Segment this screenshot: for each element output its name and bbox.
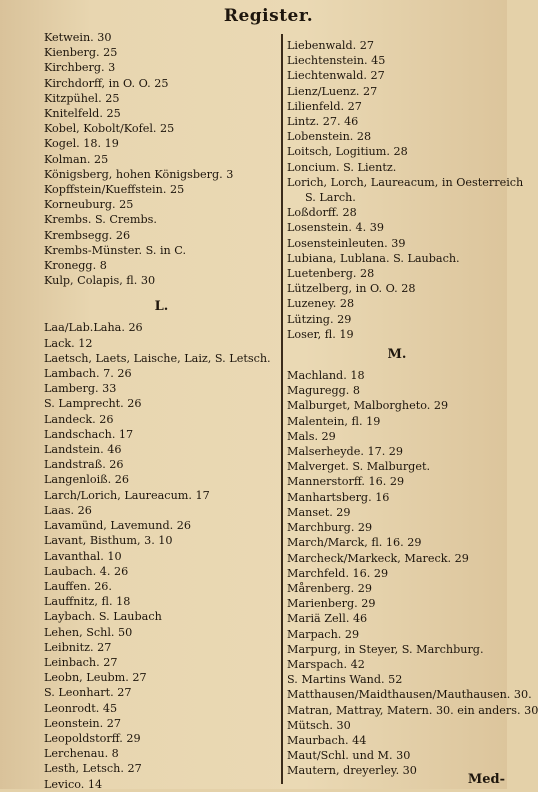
index-entry: Malburget, Malborgheto. 29 bbox=[287, 399, 449, 413]
index-entry: Luetenberg. 28 bbox=[287, 267, 375, 281]
index-entry: Lavanthal. 10 bbox=[44, 549, 122, 563]
left-entries-l bbox=[44, 320, 279, 791]
index-entry: Lamberg. 33 bbox=[44, 382, 117, 396]
index-entry: Lützelberg, in O. O. 28 bbox=[287, 282, 416, 296]
index-entry: Kopffstein/Kueffstein. 25 bbox=[44, 183, 185, 197]
index-entry: Losenstein. 4. 39 bbox=[287, 221, 384, 235]
index-entry: Marchfeld. 16. 29 bbox=[287, 566, 389, 580]
index-entry: Losensteinleuten. 39 bbox=[287, 236, 406, 250]
index-entry: Landstraß. 26 bbox=[44, 458, 124, 472]
index-entry: Liechtenstein. 45 bbox=[287, 54, 386, 68]
index-entry: Levico. 14 bbox=[44, 777, 103, 791]
index-entry: Kulp, Colapis, fl. 30 bbox=[44, 274, 156, 288]
index-entry: Mannerstorff. 16. 29 bbox=[287, 475, 405, 489]
index-entry: Landstein. 46 bbox=[44, 443, 122, 457]
index-entry: Lauffen. 26. bbox=[44, 579, 112, 593]
index-entry: Leonrodt. 45 bbox=[44, 701, 118, 715]
index-entry: Loßdorff. 28 bbox=[287, 206, 357, 220]
index-entry: S. Leonhart. 27 bbox=[44, 686, 132, 700]
index-entry: Lerchenau. 8 bbox=[44, 747, 119, 761]
index-entry: Leopoldstorff. 29 bbox=[44, 731, 141, 745]
index-entry: Marspach. 42 bbox=[287, 657, 365, 671]
index-entry: Marchburg. 29 bbox=[287, 521, 373, 535]
index-entry: Kienberg. 25 bbox=[44, 46, 118, 60]
index-entry: Kirchberg. 3 bbox=[44, 61, 116, 75]
index-entry: Lehen, Schl. 50 bbox=[44, 625, 133, 639]
index-entry: Kirchdorff, in O. O. 25 bbox=[44, 76, 169, 90]
index-entry: Krembsegg. 26 bbox=[44, 228, 131, 242]
index-entry: Malverget. S. Malburget. bbox=[287, 460, 431, 474]
index-entry: Marienberg. 29 bbox=[287, 597, 376, 611]
index-entry: Mütsch. 30 bbox=[287, 718, 351, 732]
right-entries-l bbox=[287, 38, 524, 342]
index-entry: Liebenwald. 27 bbox=[287, 39, 374, 52]
index-entry: Königsberg, hohen Königsberg. 3 bbox=[44, 167, 234, 181]
index-entry: Korneuburg. 25 bbox=[44, 198, 134, 212]
index-entry: Laybach. S. Laubach bbox=[44, 610, 162, 624]
index-entry: Matthausen/Maidthausen/Mauthausen. 30. bbox=[287, 688, 532, 702]
index-entry: Leonstein. 27 bbox=[44, 716, 121, 730]
column-divider bbox=[281, 34, 283, 784]
index-entry: Mautern, dreyerley. 30 bbox=[287, 764, 417, 778]
index-entry: Kogel. 18. 19 bbox=[44, 137, 119, 151]
index-entry: Mals. 29 bbox=[287, 429, 336, 443]
index-entry: Lesth, Letsch. 27 bbox=[44, 762, 142, 776]
index-entry: Loitsch, Logitium. 28 bbox=[287, 145, 408, 159]
index-entry: Knitelfeld. 25 bbox=[44, 107, 121, 121]
index-entry: Liechtenwald. 27 bbox=[287, 69, 385, 83]
index-entry: Lienz/Luenz. 27 bbox=[287, 84, 378, 98]
index-entry: Matran, Mattray, Matern. 30. ein anders. 30 bbox=[287, 703, 538, 717]
index-entry: Machland. 18 bbox=[287, 369, 365, 383]
index-entry: March/Marck, fl. 16. 29 bbox=[287, 536, 422, 550]
index-entry: S. Lamprecht. 26 bbox=[44, 397, 142, 411]
index-entry: S. Martins Wand. 52 bbox=[287, 673, 403, 687]
section-heading-m: M. bbox=[387, 347, 407, 363]
index-entry: Kronegg. 8 bbox=[44, 259, 107, 273]
index-entry: Lorich, Lorch, Laureacum, in Oesterreich bbox=[287, 175, 524, 189]
index-entry: S. Larch. bbox=[305, 191, 356, 205]
index-entry: Marpach. 29 bbox=[287, 627, 360, 641]
index-entry: Lavamünd, Lavemund. 26 bbox=[44, 519, 191, 533]
index-entry: Malentein, fl. 19 bbox=[287, 414, 381, 428]
index-entry: Mårenberg. 29 bbox=[287, 581, 372, 595]
index-entry: Maurbach. 44 bbox=[287, 733, 367, 747]
index-entry: Larch/Lorich, Laureacum. 17 bbox=[44, 488, 210, 502]
index-entry: Laas. 26 bbox=[44, 503, 92, 517]
index-entry: Lavant, Bisthum, 3. 10 bbox=[44, 534, 173, 548]
index-entry: Landeck. 26 bbox=[44, 412, 114, 426]
left-entries-k bbox=[44, 30, 279, 288]
index-entry: Langenloiß. 26 bbox=[44, 473, 130, 487]
right-column bbox=[287, 38, 538, 779]
index-entry: Kitzpühel. 25 bbox=[44, 91, 120, 105]
right-entries-m bbox=[287, 368, 538, 778]
left-column bbox=[44, 30, 279, 792]
index-entry: Lauffnitz, fl. 18 bbox=[44, 595, 131, 609]
index-entry: Luzeney. 28 bbox=[287, 297, 355, 311]
index-entry: Landschach. 17 bbox=[44, 427, 134, 441]
index-entry: Marcheck/Markeck, Mareck. 29 bbox=[287, 551, 469, 565]
index-entry: Malserheyde. 17. 29 bbox=[287, 445, 404, 459]
index-entry: Lützing. 29 bbox=[287, 312, 352, 326]
index-entry: Leinbach. 27 bbox=[44, 655, 118, 669]
index-entry: Krembs-Münster. S. in C. bbox=[44, 243, 187, 257]
index-entry: Loncium. S. Lientz. bbox=[287, 160, 397, 174]
register-title: Register. bbox=[223, 6, 314, 26]
index-entry: Lobenstein. 28 bbox=[287, 130, 372, 144]
index-entry: Lintz. 27. 46 bbox=[287, 115, 359, 129]
index-entry: Leobn, Leubm. 27 bbox=[44, 671, 147, 685]
index-entry: Ketwein. 30 bbox=[44, 31, 112, 44]
page-header bbox=[0, 6, 507, 26]
index-entry: Kolman. 25 bbox=[44, 152, 109, 166]
index-entry: Lambach. 7. 26 bbox=[44, 367, 132, 381]
section-heading-l: L. bbox=[154, 299, 169, 315]
index-entry: Lilienfeld. 27 bbox=[287, 99, 362, 113]
index-entry: Laetsch, Laets, Laische, Laiz, S. Letsch. bbox=[44, 351, 271, 365]
index-entry: Laubach. 4. 26 bbox=[44, 564, 129, 578]
catchword: Med- bbox=[467, 772, 505, 787]
index-entry: Maut/Schl. und M. 30 bbox=[287, 749, 411, 763]
index-entry: Maguregg. 8 bbox=[287, 384, 361, 398]
index-entry: Manhartsberg. 16 bbox=[287, 490, 390, 504]
index-entry: Loser, fl. 19 bbox=[287, 327, 354, 341]
index-entry: Kobel, Kobolt/Kofel. 25 bbox=[44, 122, 175, 136]
index-entry: Lack. 12 bbox=[44, 336, 93, 350]
index-entry: Lubiana, Lublana. S. Laubach. bbox=[287, 251, 460, 265]
index-entry: Manset. 29 bbox=[287, 505, 351, 519]
index-entry: Krembs. S. Crembs. bbox=[44, 213, 157, 227]
index-entry: Laa/Lab.Laha. 26 bbox=[44, 321, 143, 335]
index-entry: Leibnitz. 27 bbox=[44, 640, 112, 654]
index-entry: Marpurg, in Steyer, S. Marchburg. bbox=[287, 642, 484, 656]
index-entry: Mariä Zell. 46 bbox=[287, 612, 368, 626]
